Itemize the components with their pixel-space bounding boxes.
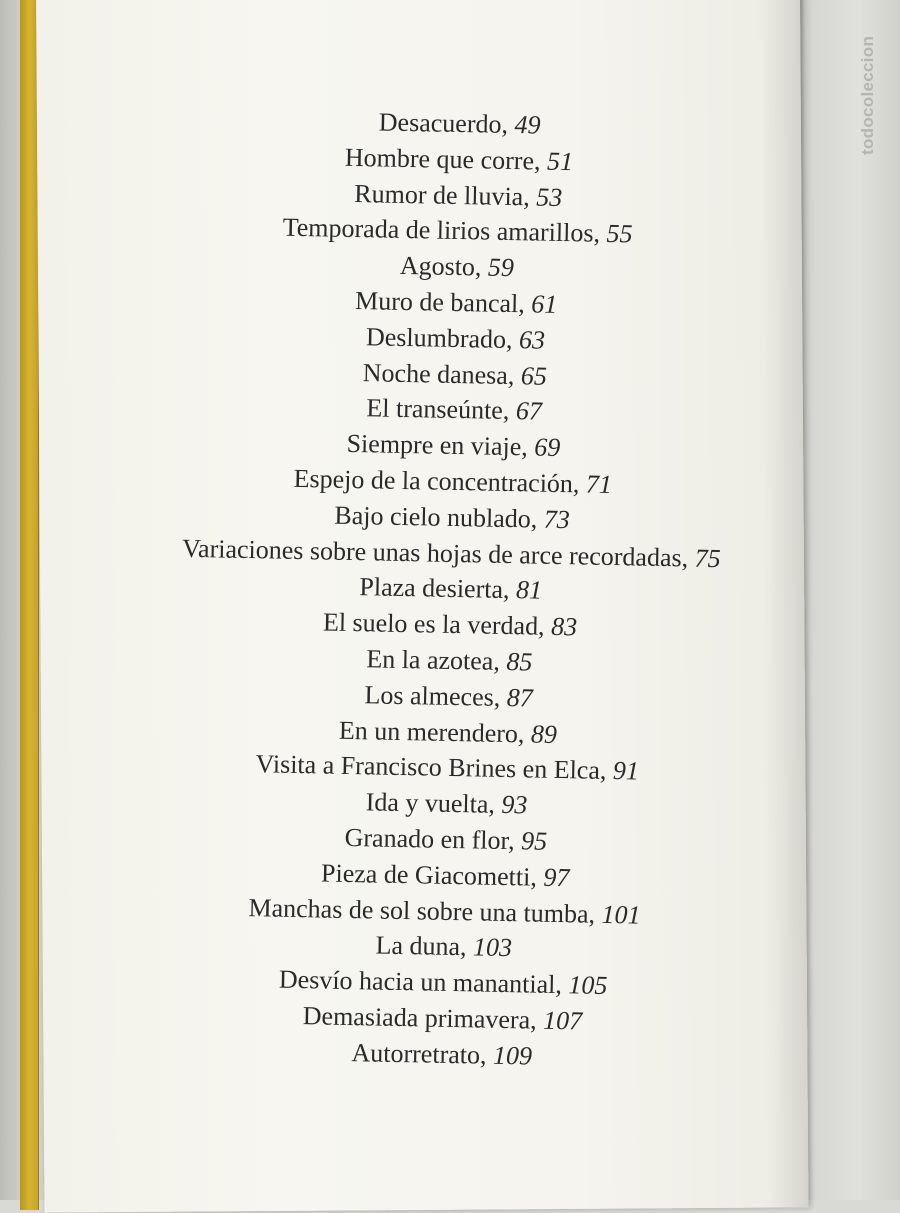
toc-entry-page-number: 75: [694, 543, 721, 573]
toc-entry-page-number: 103: [472, 932, 513, 963]
toc-entry-title: Demasiada primavera,: [302, 1001, 544, 1035]
toc-entry-title: Desvío hacia un manantial,: [278, 964, 569, 1000]
toc-entry-title: Siempre en viaje,: [346, 429, 535, 462]
toc-entry-page-number: 89: [530, 719, 558, 749]
toc-entry-title: Agosto,: [399, 251, 489, 282]
toc-entry-page-number: 93: [501, 790, 528, 820]
toc-entry-title: Manchas de sol sobre una tumba,: [248, 892, 602, 929]
toc-entry-page-number: 83: [550, 612, 578, 642]
toc-entry-title: Rumor de lluvia,: [354, 178, 537, 212]
toc-entry-page-number: 63: [518, 324, 546, 355]
toc-entry-title: Muro de bancal,: [354, 286, 532, 319]
toc-entry-title: El suelo es la verdad,: [322, 607, 552, 641]
toc-entry-title: Noche danesa,: [362, 357, 522, 390]
toc-entry-page-number: 71: [585, 469, 613, 499]
toc-entry-page-number: 101: [601, 899, 641, 930]
toc-entry-title: Pieza de Giacometti,: [320, 858, 544, 892]
toc-entry-page-number: 73: [543, 504, 571, 534]
toc-entry-title: Deslumbrado,: [365, 322, 520, 354]
toc-entry-title: Ida y vuelta,: [365, 787, 502, 820]
toc-entry-title: Hombre que corre,: [344, 142, 548, 176]
toc-entry-title: Desacuerdo,: [378, 107, 515, 140]
toc-entry-title: Visita a Francisco Brines en Elca,: [255, 749, 614, 786]
toc-entry-page-number: 97: [543, 862, 570, 892]
toc-entry-page-number: 65: [520, 360, 548, 391]
toc-entry-page-number: 87: [506, 682, 534, 713]
toc-entry-page-number: 105: [568, 970, 608, 1001]
toc-entry-page-number: 67: [515, 396, 543, 427]
toc-entry-page-number: 95: [520, 826, 548, 856]
toc-entry-page-number: 107: [542, 1005, 583, 1036]
toc-entry-title: Temporada de lirios amarillos,: [282, 213, 607, 249]
toc-entry-title: Autorretrato,: [351, 1037, 494, 1070]
toc-entry-page-number: 49: [514, 110, 541, 140]
toc-entry-page-number: 109: [492, 1040, 533, 1071]
toc-entry-title: Plaza desierta,: [359, 572, 517, 605]
toc-entry-title: La duna,: [375, 930, 474, 962]
toc-entry-title: El transeúnte,: [366, 393, 517, 426]
toc-entry-page-number: 81: [515, 575, 543, 606]
toc-entry-page-number: 53: [535, 182, 563, 212]
toc-entry-title: En un merendero,: [338, 715, 532, 749]
toc-entry-title: Granado en flor,: [344, 822, 522, 856]
toc-entry-title: Los almeces,: [364, 680, 508, 712]
toc-entry-page-number: 51: [546, 146, 574, 176]
toc-entry-page-number: 61: [531, 289, 558, 319]
toc-entry-title: En la azotea,: [366, 644, 507, 676]
toc-entry-page-number: 85: [506, 646, 533, 677]
toc-entry-page-number: 69: [534, 432, 561, 463]
book-cover-edge: [20, 0, 39, 1210]
watermark: todocoleccion: [858, 35, 877, 155]
toc-entry-title: Variaciones sobre unas hojas de arce recordadas,: [181, 533, 695, 573]
toc-entry-page-number: 91: [612, 756, 640, 786]
adjacent-pages: [798, 0, 900, 1200]
toc-entry-page-number: 55: [606, 219, 633, 249]
table-of-contents: [102, 99, 800, 1078]
toc-entry-title: Espejo de la concentración,: [293, 463, 587, 499]
toc-entry-title: Bajo cielo nublado,: [334, 500, 545, 534]
toc-entry-page-number: 59: [487, 252, 515, 283]
